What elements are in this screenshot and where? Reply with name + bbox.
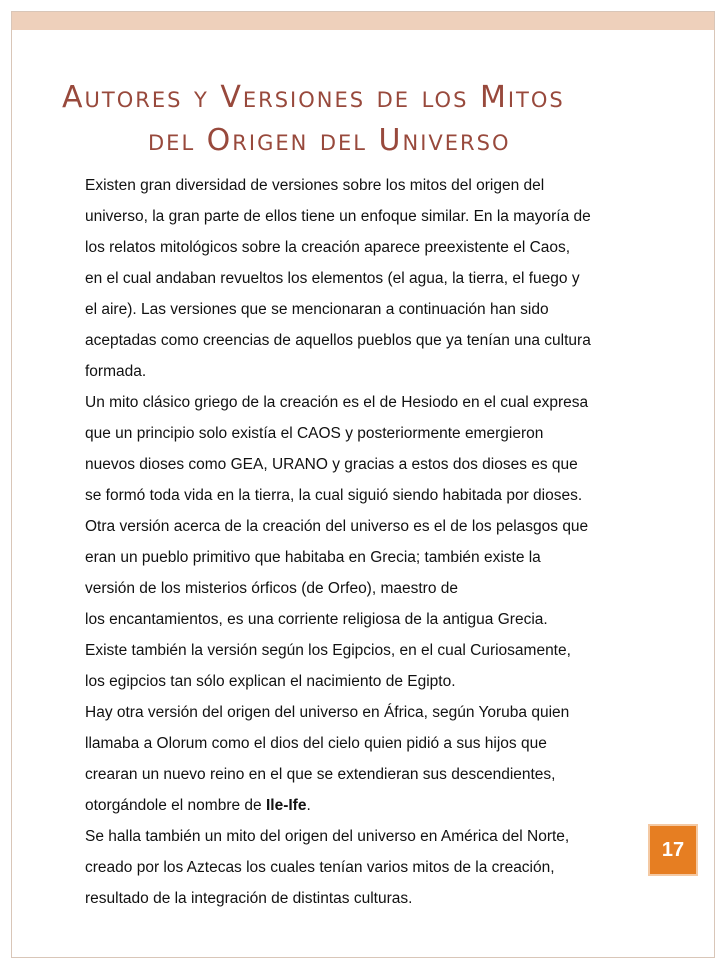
body-line: los encantamientos, es una corriente religiosa de la antigua Grecia. — [85, 611, 548, 628]
body-line: los relatos mitológicos sobre la creación aparece preexistente el Caos, — [85, 239, 571, 256]
body-line: Existen gran diversidad de versiones sobre los mitos del origen del — [85, 177, 545, 194]
body-line: los egipcios tan sólo explican el nacimiento de Egipto. — [85, 673, 456, 690]
body-line: universo, la gran parte de ellos tiene un enfoque similar. En la mayoría de — [85, 208, 591, 225]
body-line: el aire). Las versiones que se mencionaran a continuación han sido — [85, 301, 549, 318]
body-line: Hay otra versión del origen del universo en África, según Yoruba quien — [85, 704, 570, 721]
body-line: nuevos dioses como GEA, URANO y gracias a estos dos dioses es que — [85, 456, 578, 473]
body-line: Un mito clásico griego de la creación es el de Hesiodo en el cual expresa — [85, 394, 589, 411]
ile-ife-suffix: . — [306, 797, 311, 814]
body-paragraph — [85, 170, 645, 914]
body-line: eran un pueblo primitivo que habitaba en Grecia; también existe la — [85, 549, 541, 566]
body-line: en el cual andaban revueltos los elementos (el agua, la tierra, el fuego y — [85, 270, 580, 287]
title-line-1: Autores y Versiones de los Mitos — [62, 80, 565, 115]
title-line-2: del Origen del Universo — [148, 123, 511, 158]
ile-ife-name: Ile-Ife — [265, 797, 307, 814]
body-line: crearan un nuevo reino en el que se extendieran sus descendientes, — [85, 766, 556, 783]
body-line: aceptadas como creencias de aquellos pueblos que ya tenían una cultura — [85, 332, 591, 349]
slide-title — [62, 76, 662, 162]
body-line: Otra versión acerca de la creación del universo es el de los pelasgos que — [85, 518, 589, 535]
body-line: resultado de la integración de distintas culturas. — [85, 890, 413, 907]
body-line: llamaba a Olorum como el dios del cielo quien pidió a sus hijos que — [85, 735, 547, 752]
ile-ife-prefix: otorgándole el nombre de — [85, 797, 266, 814]
page-number-badge: 17 — [648, 824, 698, 876]
body-line: se formó toda vida en la tierra, la cual siguió siendo habitada por dioses. — [85, 487, 583, 504]
body-text — [85, 170, 645, 914]
body-line: versión de los misterios órficos (de Orfeo), maestro de — [85, 580, 458, 597]
body-line: Se halla también un mito del origen del universo en América del Norte, — [85, 828, 570, 845]
body-line: Existe también la versión según los Egipcios, en el cual Curiosamente, — [85, 642, 571, 659]
body-line: formada. — [85, 363, 147, 380]
body-line: que un principio solo existía el CAOS y posteriormente emergieron — [85, 425, 544, 442]
body-line: creado por los Aztecas los cuales tenían varios mitos de la creación, — [85, 859, 555, 876]
body-line-ile-ife — [85, 790, 645, 821]
